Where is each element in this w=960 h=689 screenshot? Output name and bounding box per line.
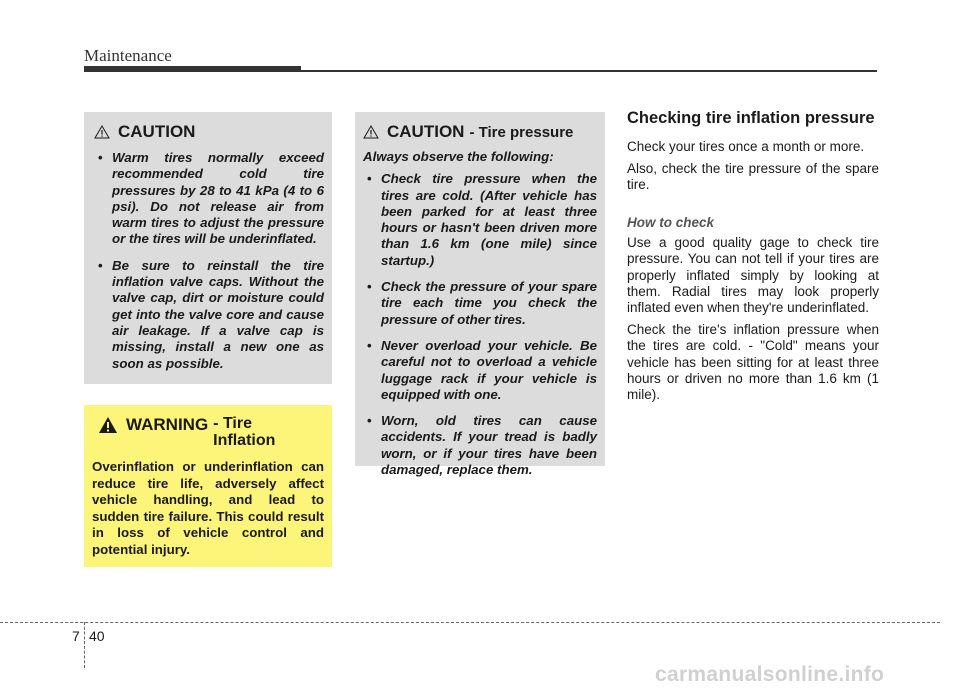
list-item: • Be sure to reinstall the tire inflation valve caps. Without the valve cap, dirt or moisture could get into the valve core and cause air leakage. If a valve cap is missing, install a new one as soon as possible.: [94, 258, 324, 372]
caution2-list: [363, 171, 597, 478]
page-number: 40: [89, 628, 105, 644]
list-item: • Warm tires normally exceed recommended cold tire pressures by 28 to 41 kPa (4 to 6 psi). Do not release air from warm tires to adjust the pressure or the tires will be underinflated.: [94, 150, 324, 248]
caution-triangle-icon: [94, 125, 110, 139]
section-heading: Checking tire inflation pressure: [627, 109, 875, 127]
caution-title: [94, 122, 324, 142]
header-rule-thick: [84, 66, 301, 72]
section-subheading: How to check: [627, 215, 715, 231]
warning-title-text: WARNING: [126, 415, 209, 434]
chapter-number: 7: [72, 628, 80, 644]
warning-triangle-icon: [98, 416, 118, 434]
watermark: carmanualsonline.info: [655, 663, 885, 686]
caution-triangle-icon: [363, 125, 379, 139]
header-rule-thin: [301, 70, 877, 72]
list-item: • Check tire pressure when the tires are cold. (After vehicle has been parked for at least three hours or hasn't been driven more than 1.6 km (one mile) since startup.): [363, 171, 597, 269]
section-paragraph: Use a good quality gage to check tire pressure. You can not tell if your tires are properly inflated simply by looking at them. Radial tires may look properly inflated even when they're underinflated.: [627, 235, 879, 315]
list-item: • Never overload your vehicle. Be careful not to overload a vehicle luggage rack if your vehicle is equipped with one.: [363, 338, 597, 403]
caution-list: [94, 150, 324, 372]
caution2-title: [363, 122, 597, 142]
section-paragraph: Also, check the tire pressure of the spare tire.: [627, 160, 879, 192]
caution-title-text: CAUTION: [118, 122, 196, 141]
list-item: • Check the pressure of your spare tire each time you check the pressure of other tires.: [363, 279, 597, 328]
warning-body: Overinflation or underinflation can reduce tire life, adversely affect vehicle handling, and lead to sudden tire failure. This could result in loss of vehicle control and potential injury.: [92, 459, 324, 557]
page-header-title: Maintenance: [84, 46, 172, 65]
section-tire-inflation: [627, 110, 879, 409]
warning-title: [92, 415, 324, 449]
caution-box-warm-tires: [84, 112, 332, 384]
caution2-title-text: CAUTION: [387, 122, 465, 141]
caution2-title-suffix: - Tire pressure: [469, 123, 574, 141]
caution2-intro: Always observe the following:: [363, 149, 554, 164]
warning-box-tire-inflation: [84, 405, 332, 567]
section-paragraph: Check the tire's inflation pressure when the tires are cold. - "Cold" means your vehicle has been sitting for at least three hours or driven no more than 1.6 km (1 mile).: [627, 322, 879, 402]
section-paragraph: Check your tires once a month or more.: [627, 138, 865, 154]
list-item: • Worn, old tires can cause accidents. If your tread is badly worn, or if your tires have been damaged, replace them.: [363, 413, 597, 478]
footer-divider: [84, 622, 85, 668]
warning-title-suffix: - Tire Inflation: [213, 415, 276, 449]
footer-rule: [0, 622, 940, 623]
caution-box-tire-pressure: [355, 112, 605, 478]
